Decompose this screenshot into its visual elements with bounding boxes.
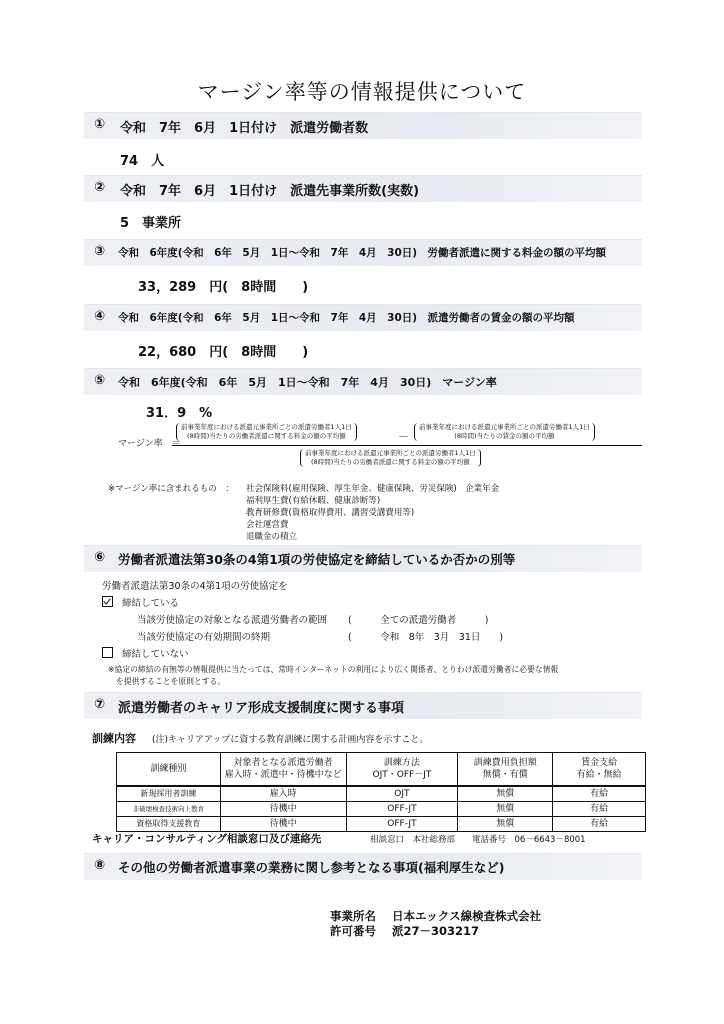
- column-header: [553, 753, 646, 787]
- table-cell: 新規採用者訓練: [117, 786, 221, 802]
- table-cell: 資格取得支援教育: [117, 817, 221, 832]
- formula-c-line2: (8時間)当たりの労働者派遣に関する料金の額の平均額: [311, 458, 470, 466]
- column-header-line: 賃金支給: [581, 758, 618, 768]
- table-cell: 待機中: [220, 817, 346, 832]
- page-title: マージン率等の情報提供について: [197, 80, 527, 104]
- client-office-count: 5 事業所: [120, 216, 182, 231]
- section-2-number: ②: [94, 180, 106, 195]
- table-cell: 雇入時: [220, 786, 346, 802]
- section-1-heading: 令和 7年 6月 1日付け 派遣労働者数: [120, 121, 369, 136]
- consultation-label: キャリア・コンサルティング相談窓口及び連絡先: [92, 833, 322, 845]
- section-8-number: ⑧: [94, 858, 106, 873]
- column-header-line: OJT・OFF－JT: [372, 770, 432, 780]
- scope-value: ( 全ての派遣労働者 ): [348, 615, 489, 626]
- table-cell: 無償: [458, 786, 553, 802]
- table-cell: 無償: [458, 802, 553, 817]
- scope-label: 当該労使協定の対象となる派遣労働者の範囲: [137, 615, 328, 626]
- permit-number-label: 許可番号: [330, 924, 376, 938]
- table-cell: OFF-JT: [346, 817, 458, 832]
- column-header-line: 有給・無給: [576, 770, 622, 780]
- table-cell: 無償: [458, 817, 553, 832]
- formula-a-line1: 前事業年度における派遣元事業所ごとの派遣労働者1人1日: [181, 423, 352, 431]
- formula-c-line1: 前事業年度における派遣元事業所ごとの派遣労働者1人1日: [305, 449, 476, 457]
- included-item: 福利厚生費(有給休暇、健康診断等): [246, 496, 381, 506]
- agreement-note: [108, 664, 558, 688]
- section-7-number: ⑦: [94, 697, 106, 712]
- formula-b-line1: 前事業年度における派遣元事業所ごとの派遣労働者1人1日: [419, 423, 590, 431]
- option-not-concluded-label: 締結していない: [122, 649, 189, 660]
- formula-denominator: [300, 449, 481, 467]
- training-note: (注)キャリアアップに資する教育訓練に関する計画内容を示すこと。: [152, 735, 429, 745]
- table-header-row: [117, 753, 646, 787]
- column-header-line: 訓練種別: [150, 764, 187, 774]
- table-cell: OFF-JT: [346, 802, 458, 817]
- included-item: 教育研修費(資格取得費用、講習受講費用等): [246, 508, 415, 518]
- checked-box-icon: [102, 596, 113, 607]
- column-header: [117, 753, 221, 787]
- agreement-note-line: を提供することを原則とする。: [116, 677, 226, 686]
- column-header-line: 訓練方法: [383, 758, 420, 768]
- column-header-line: 無償・有償: [482, 770, 528, 780]
- table-cell: 有給: [553, 817, 646, 832]
- margin-rate-value: 31．9 %: [146, 406, 213, 421]
- included-item: 会社運営費: [246, 520, 289, 530]
- section-4-number: ④: [94, 309, 106, 324]
- table-cell: OJT: [346, 786, 458, 802]
- table-cell: 有給: [553, 786, 646, 802]
- section-3-heading: 令和 6年度(令和 6年 5月 1日～令和 7年 4月 30日) 労働者派遣に関する料金の額の平均額: [118, 247, 607, 259]
- formula-numerator-a: [176, 423, 357, 441]
- average-dispatch-fee: 33，289 円( 8時間 ): [138, 280, 309, 295]
- included-label: ※マージン率に含まれるもの ：: [108, 484, 234, 494]
- column-header-line: 雇入時・派遣中・待機中など: [224, 770, 342, 780]
- column-header: [346, 753, 458, 787]
- included-item: 退職金の積立: [246, 532, 298, 542]
- section-2-heading: 令和 7年 6月 1日付け 派遣先事業所数(実数): [120, 184, 420, 199]
- formula-a-line2: (8時間)当たりの労働者派遣に関する料金の額の平均額: [187, 432, 346, 440]
- office-name-label: 事業所名: [330, 909, 376, 923]
- option-concluded: [102, 595, 179, 609]
- formula-numerator-b: [414, 423, 595, 441]
- included-item: 社会保険料(雇用保険、厚生年金、健康保険、労災保険) 企業年金: [246, 484, 500, 494]
- consultation-detail: 相談窓口 本社総務部 電話番号 06－6643－8001: [370, 835, 586, 845]
- term-end-value: ( 令和 8年 3月 31日 ): [348, 632, 504, 643]
- column-header: [458, 753, 553, 787]
- office-name: 日本エックス線検査株式会社: [392, 909, 542, 923]
- column-header: [220, 753, 346, 787]
- average-wage: 22，680 円( 8時間 ): [138, 345, 309, 360]
- agreement-note-line: ※協定の締結の有無等の情報提供に当たっては、常時インターネットの利用により広く関係者、とりわけ派遣労働者に必要な情報: [108, 665, 559, 674]
- section-7-heading: 派遣労働者のキャリア形成支援制度に関する事項: [118, 701, 405, 716]
- included-list: [246, 483, 499, 543]
- training-table: [116, 752, 646, 832]
- column-header-line: 対象者となる派遣労働者: [233, 758, 333, 768]
- formula-b-line2: (8時間)当たりの賃金の額の平均額: [454, 432, 555, 440]
- option-not-concluded: [102, 646, 189, 660]
- option-concluded-label: 締結している: [122, 598, 180, 609]
- section-6-heading: 労働者派遣法第30条の4第1項の労使協定を締結しているか否かの別等: [118, 552, 516, 567]
- table-cell: 有給: [553, 802, 646, 817]
- section-1-number: ①: [94, 117, 106, 132]
- section-8-heading: その他の労働者派遣事業の業務に関し参考となる事項(福利厚生など): [118, 860, 505, 875]
- section-6-number: ⑥: [94, 550, 106, 565]
- section-5-number: ⑤: [94, 373, 106, 388]
- term-end-label: 当該労使協定の有効期間の終期: [137, 632, 271, 643]
- unchecked-box-icon: [102, 647, 113, 658]
- formula-label: マージン率 ＝: [118, 439, 181, 449]
- permit-number: 派27－303217: [392, 924, 480, 938]
- section-4-heading: 令和 6年度(令和 6年 5月 1日～令和 7年 4月 30日) 派遣労働者の賃金の額の平均額: [118, 312, 575, 324]
- dispatch-worker-count: 74 人: [120, 154, 165, 169]
- table-row: [117, 802, 646, 817]
- fraction-line: [172, 445, 642, 446]
- table-row: [117, 817, 646, 832]
- section-3-number: ③: [94, 244, 106, 259]
- table-cell: 非破壊検査技術向上教育: [117, 802, 221, 817]
- agreement-intro: 労働者派遣法第30条の4第1項の労使協定を: [102, 581, 288, 592]
- formula-minus: －: [398, 430, 409, 443]
- column-header-line: 訓練費用負担額: [473, 758, 537, 768]
- table-row: [117, 786, 646, 802]
- section-5-heading: 令和 6年度(令和 6年 5月 1日～令和 7年 4月 30日) マージン率: [118, 376, 497, 389]
- training-title: 訓練内容: [92, 732, 136, 745]
- table-cell: 待機中: [220, 802, 346, 817]
